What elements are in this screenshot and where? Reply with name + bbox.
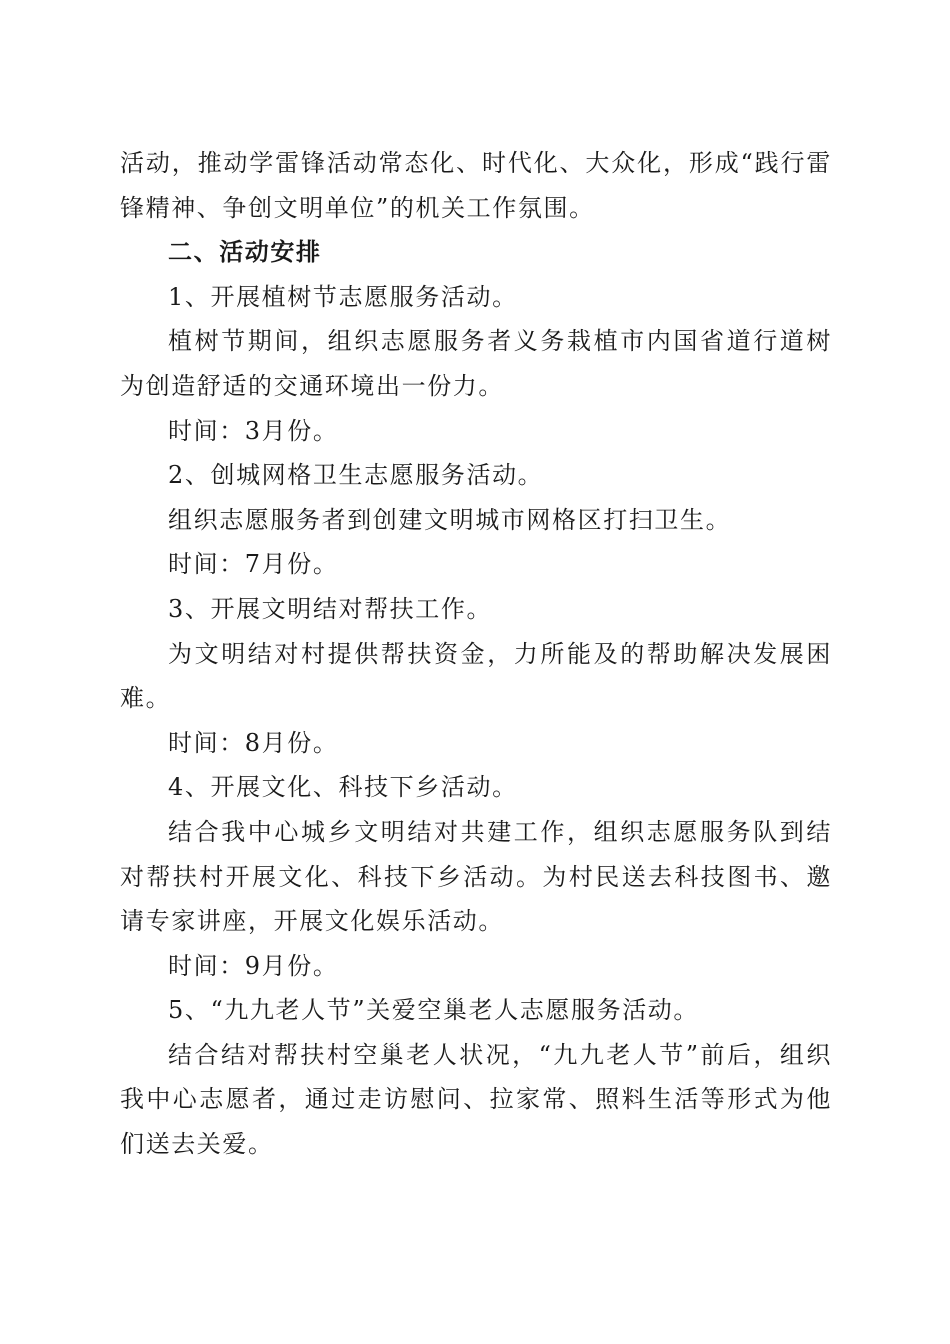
item-1-description: 植树节期间，组织志愿服务者义务栽植市内国省道行道树为创造舒适的交通环境出一份力。 <box>120 327 832 400</box>
item-3-description: 为文明结对村提供帮扶资金，力所能及的帮助解决发展困难。 <box>120 639 832 713</box>
item-heading-3: 3、开展文明结对帮扶工作。 <box>168 594 493 623</box>
paragraph-continuation: 活动，推动学雷锋活动常态化、时代化、大众化，形成“践行雷锋精神、争创文明单位”的机关工作氛围。 <box>120 149 832 222</box>
item-heading-1: 1、开展植树节志愿服务活动。 <box>168 282 518 311</box>
item-heading-5: 5、“九九老人节”关爱空巢老人志愿服务活动。 <box>168 996 700 1025</box>
item-3-time: 时间：8月份。 <box>168 728 339 757</box>
item-2-time: 时间：7月份。 <box>168 550 339 579</box>
item-1-time: 时间：3月份。 <box>168 416 339 445</box>
section-heading-activity-arrangement: 二、活动安排 <box>168 238 322 267</box>
item-2-description: 组织志愿服务者到创建文明城市网格区打扫卫生。 <box>168 505 732 534</box>
item-5-description: 结合结对帮扶村空巢老人状况，“九九老人节”前后，组织我中心志愿者，通过走访慰问、拉家常、照料生活等形式为他们送去关爱。 <box>120 1040 832 1159</box>
document-body <box>120 141 832 1167</box>
item-4-description: 结合我中心城乡文明结对共建工作，组织志愿服务队到结对帮扶村开展文化、科技下乡活动。为村民送去科技图书、邀请专家讲座，开展文化娱乐活动。 <box>120 817 832 936</box>
item-heading-2: 2、创城网格卫生志愿服务活动。 <box>168 461 544 490</box>
item-heading-4: 4、开展文化、科技下乡活动。 <box>168 773 518 802</box>
item-4-time: 时间：9月份。 <box>168 951 339 980</box>
